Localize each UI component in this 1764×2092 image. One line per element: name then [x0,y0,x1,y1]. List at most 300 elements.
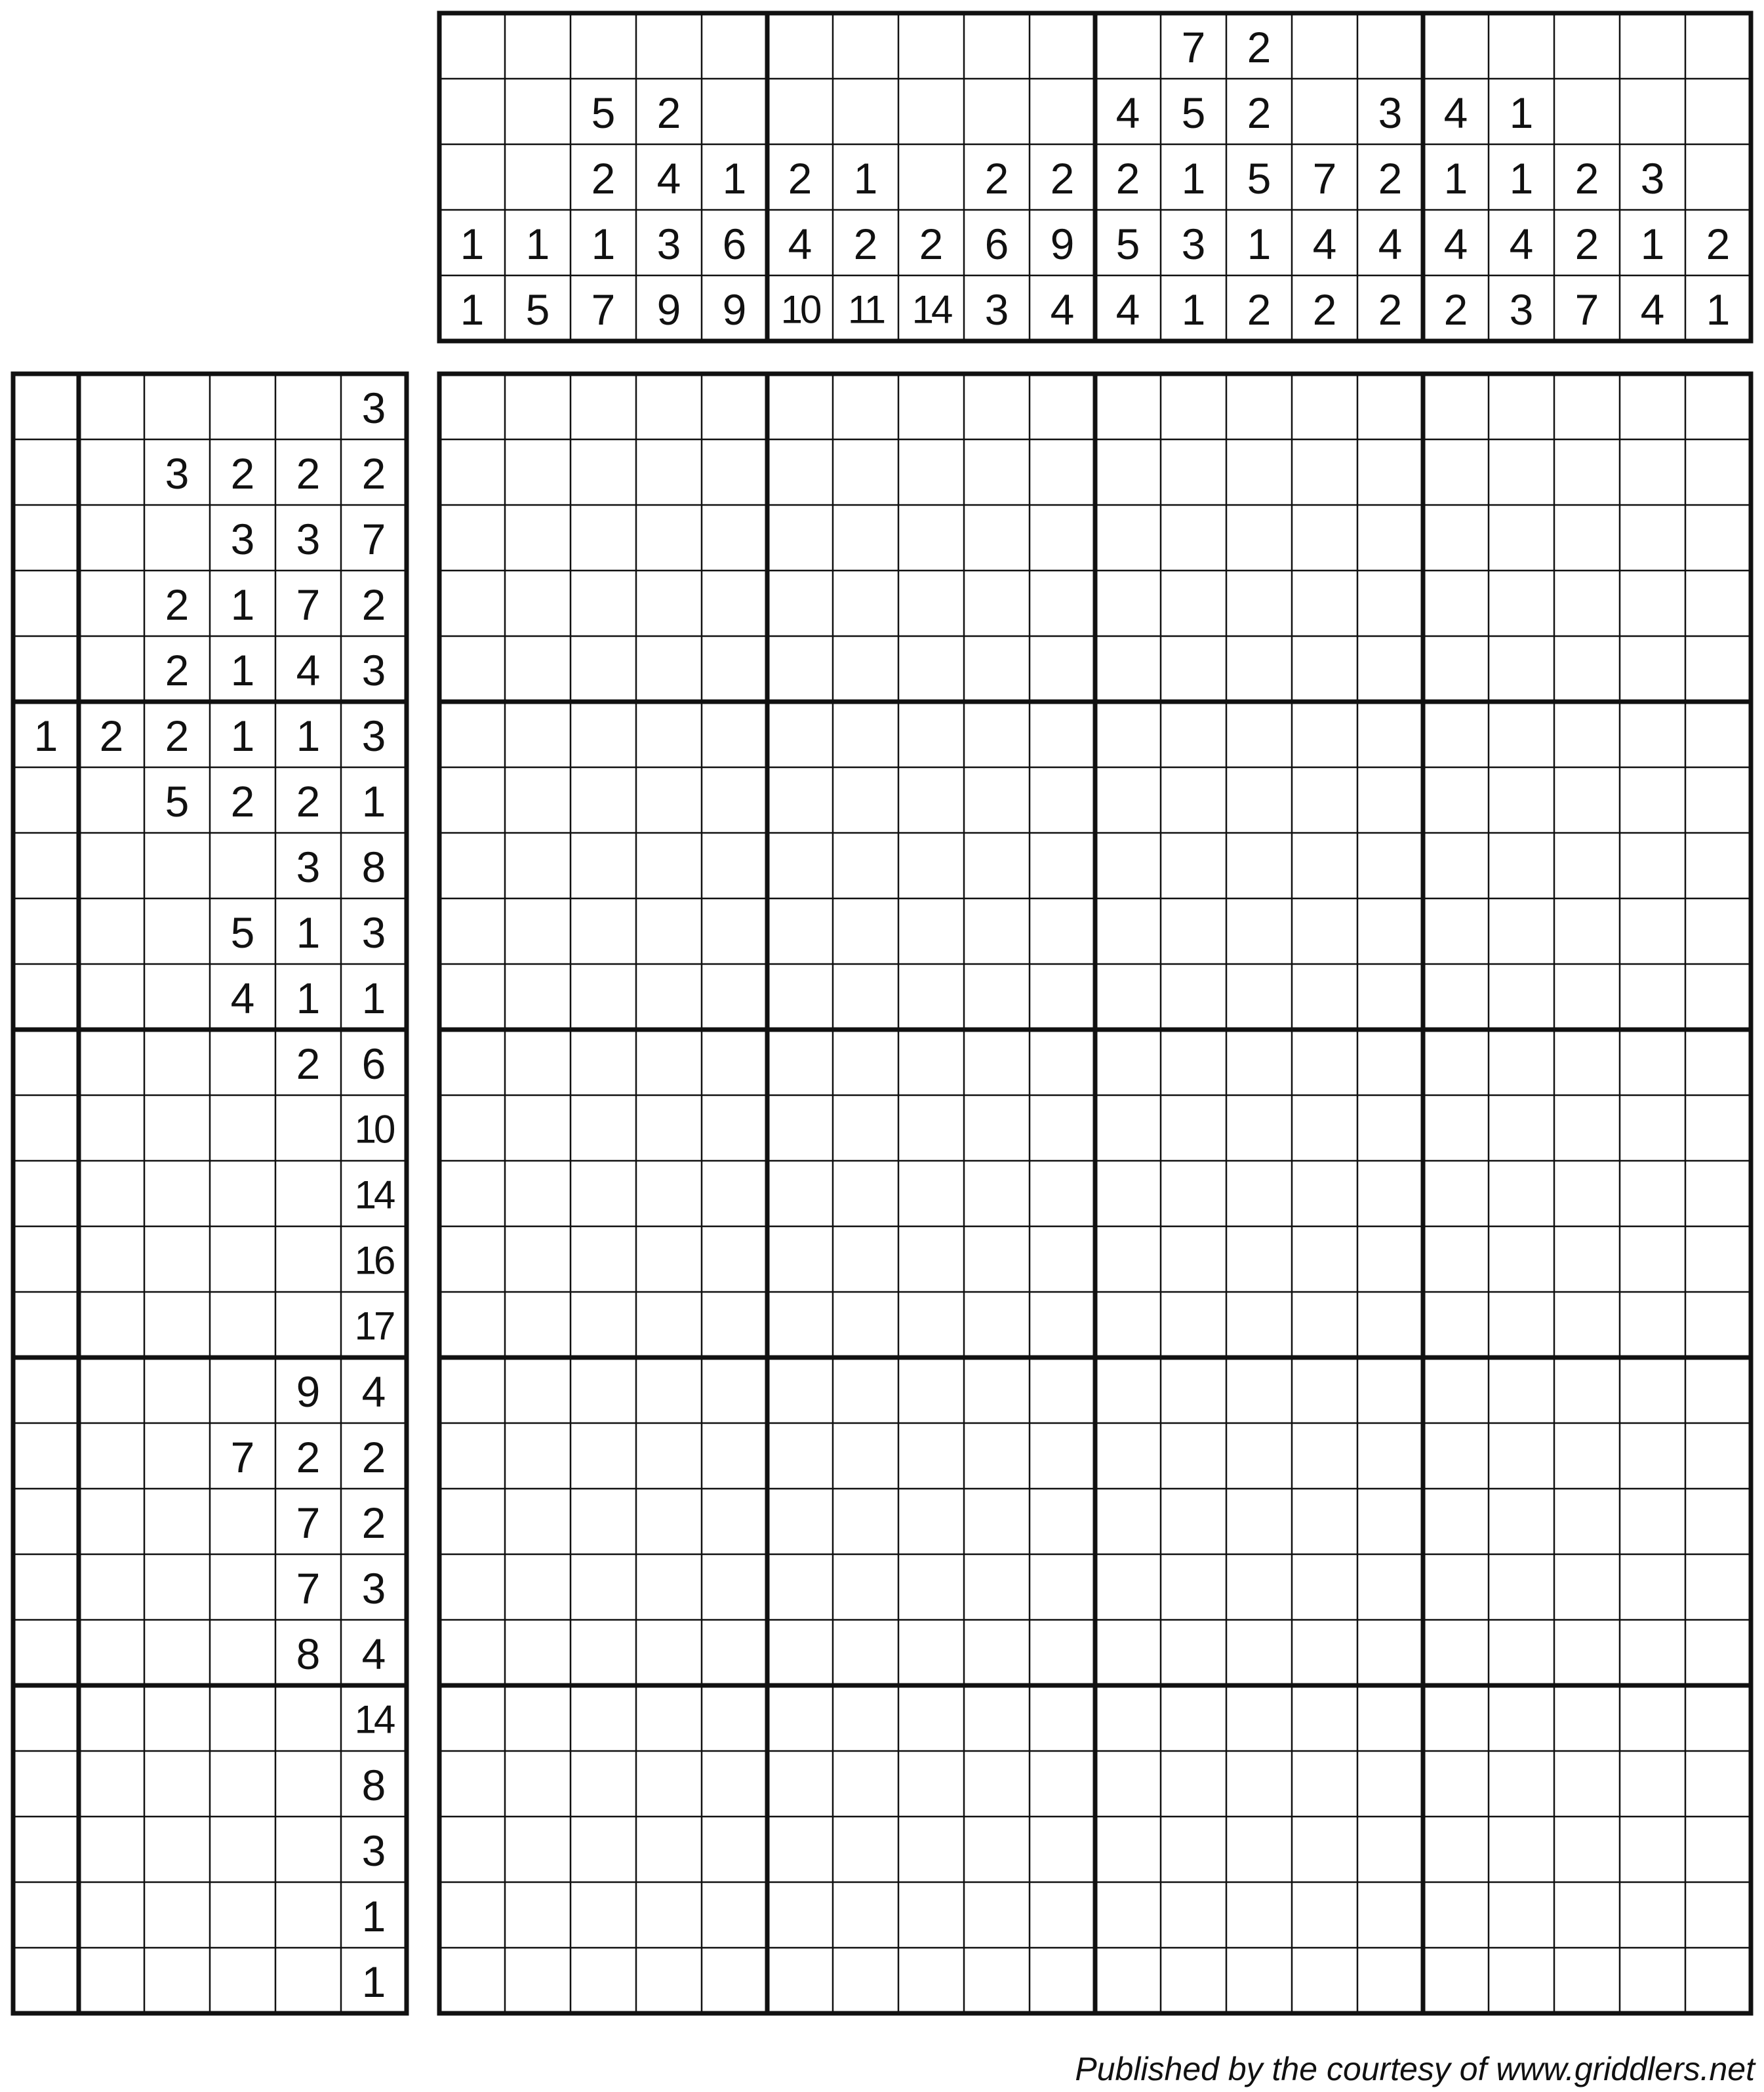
grid-cell[interactable] [505,374,571,439]
grid-cell[interactable] [1226,1948,1292,2013]
grid-cell[interactable] [1685,1817,1751,1882]
grid-cell[interactable] [702,505,767,571]
grid-cell[interactable] [1226,439,1292,505]
grid-cell[interactable] [1095,1358,1161,1423]
grid-cell[interactable] [1620,1685,1685,1751]
grid-cell[interactable] [1030,1161,1095,1226]
grid-cell[interactable] [1292,1751,1357,1817]
grid-cell[interactable] [898,571,964,636]
grid-cell[interactable] [767,1685,833,1751]
grid-cell[interactable] [964,1489,1030,1554]
grid-cell[interactable] [702,898,767,964]
grid-cell[interactable] [571,1358,636,1423]
grid-cell[interactable] [702,1292,767,1358]
grid-cell[interactable] [1685,1882,1751,1948]
grid-cell[interactable] [1620,1095,1685,1161]
grid-cell[interactable] [1161,1161,1226,1226]
grid-cell[interactable] [898,1030,964,1095]
grid-cell[interactable] [1161,1030,1226,1095]
grid-cell[interactable] [1226,1226,1292,1292]
grid-cell[interactable] [571,1817,636,1882]
grid-cell[interactable] [1095,964,1161,1030]
grid-cell[interactable] [1030,571,1095,636]
grid-cell[interactable] [1030,702,1095,767]
grid-cell[interactable] [1423,1489,1489,1554]
grid-cell[interactable] [1423,1948,1489,2013]
grid-cell[interactable] [571,1882,636,1948]
grid-cell[interactable] [964,571,1030,636]
grid-cell[interactable] [767,1095,833,1161]
grid-cell[interactable] [833,1554,898,1620]
grid-cell[interactable] [1030,1030,1095,1095]
grid-cell[interactable] [1095,833,1161,898]
grid-cell[interactable] [1685,1489,1751,1554]
grid-cell[interactable] [1554,898,1620,964]
grid-cell[interactable] [571,571,636,636]
grid-cell[interactable] [1226,1423,1292,1489]
grid-cell[interactable] [1554,833,1620,898]
grid-cell[interactable] [1161,1489,1226,1554]
grid-cell[interactable] [1620,1882,1685,1948]
grid-cell[interactable] [1161,1751,1226,1817]
grid-cell[interactable] [1423,1358,1489,1423]
grid-cell[interactable] [702,1489,767,1554]
grid-cell[interactable] [833,1292,898,1358]
grid-cell[interactable] [439,833,505,898]
grid-cell[interactable] [1685,898,1751,964]
grid-cell[interactable] [767,1226,833,1292]
grid-cell[interactable] [1292,1489,1357,1554]
grid-cell[interactable] [1095,767,1161,833]
grid-cell[interactable] [1161,1095,1226,1161]
grid-cell[interactable] [571,767,636,833]
grid-cell[interactable] [1226,1882,1292,1948]
grid-cell[interactable] [439,1882,505,1948]
grid-cell[interactable] [1620,374,1685,439]
grid-cell[interactable] [1226,1095,1292,1161]
grid-cell[interactable] [1423,1030,1489,1095]
grid-cell[interactable] [505,833,571,898]
grid-cell[interactable] [964,1948,1030,2013]
grid-cell[interactable] [1685,1751,1751,1817]
grid-cell[interactable] [1226,1358,1292,1423]
grid-cell[interactable] [1095,1620,1161,1685]
grid-cell[interactable] [571,374,636,439]
grid-cell[interactable] [964,1751,1030,1817]
grid-cell[interactable] [1685,571,1751,636]
grid-cell[interactable] [833,833,898,898]
grid-cell[interactable] [1030,636,1095,702]
grid-cell[interactable] [1685,833,1751,898]
grid-cell[interactable] [833,505,898,571]
grid-cell[interactable] [1161,374,1226,439]
grid-cell[interactable] [439,1423,505,1489]
grid-cell[interactable] [636,1554,702,1620]
grid-cell[interactable] [702,1554,767,1620]
grid-cell[interactable] [1292,1226,1357,1292]
grid-cell[interactable] [767,1292,833,1358]
grid-cell[interactable] [1620,1817,1685,1882]
grid-cell[interactable] [767,1030,833,1095]
grid-cell[interactable] [439,1948,505,2013]
grid-cell[interactable] [1554,1685,1620,1751]
grid-cell[interactable] [1489,505,1554,571]
grid-cell[interactable] [1554,1554,1620,1620]
grid-cell[interactable] [1030,1095,1095,1161]
grid-cell[interactable] [636,702,702,767]
grid-cell[interactable] [571,1423,636,1489]
grid-cell[interactable] [1357,571,1423,636]
grid-cell[interactable] [505,702,571,767]
grid-cell[interactable] [833,767,898,833]
grid-cell[interactable] [898,1423,964,1489]
grid-cell[interactable] [1357,767,1423,833]
grid-cell[interactable] [1161,702,1226,767]
grid-cell[interactable] [1357,1948,1423,2013]
grid-cell[interactable] [571,1226,636,1292]
grid-cell[interactable] [571,898,636,964]
grid-cell[interactable] [1292,1358,1357,1423]
grid-cell[interactable] [1489,767,1554,833]
grid-cell[interactable] [898,1751,964,1817]
grid-cell[interactable] [898,1554,964,1620]
grid-cell[interactable] [1685,767,1751,833]
grid-cell[interactable] [1620,1948,1685,2013]
grid-cell[interactable] [1161,898,1226,964]
grid-cell[interactable] [636,1423,702,1489]
grid-cell[interactable] [1226,767,1292,833]
grid-cell[interactable] [1030,1292,1095,1358]
grid-cell[interactable] [1489,439,1554,505]
grid-cell[interactable] [833,1095,898,1161]
grid-cell[interactable] [1423,1685,1489,1751]
grid-cell[interactable] [1489,1882,1554,1948]
grid-cell[interactable] [439,1554,505,1620]
grid-cell[interactable] [1489,1817,1554,1882]
grid-cell[interactable] [1489,374,1554,439]
grid-cell[interactable] [571,1948,636,2013]
grid-cell[interactable] [833,1817,898,1882]
grid-cell[interactable] [1095,1817,1161,1882]
grid-cell[interactable] [505,1161,571,1226]
grid-cell[interactable] [898,1358,964,1423]
grid-cell[interactable] [1554,1751,1620,1817]
grid-cell[interactable] [439,1161,505,1226]
grid-cell[interactable] [636,374,702,439]
grid-cell[interactable] [1095,1882,1161,1948]
grid-cell[interactable] [1554,964,1620,1030]
grid-cell[interactable] [1292,374,1357,439]
grid-cell[interactable] [1423,1751,1489,1817]
grid-cell[interactable] [1095,439,1161,505]
grid-cell[interactable] [1554,1226,1620,1292]
grid-cell[interactable] [1620,1358,1685,1423]
grid-cell[interactable] [1226,1030,1292,1095]
grid-cell[interactable] [1489,833,1554,898]
grid-cell[interactable] [636,636,702,702]
grid-cell[interactable] [767,636,833,702]
grid-cell[interactable] [702,1817,767,1882]
grid-cell[interactable] [702,964,767,1030]
grid-cell[interactable] [1030,1817,1095,1882]
grid-cell[interactable] [1292,439,1357,505]
grid-cell[interactable] [964,833,1030,898]
grid-cell[interactable] [1030,1882,1095,1948]
grid-cell[interactable] [1095,374,1161,439]
grid-cell[interactable] [1226,1817,1292,1882]
grid-cell[interactable] [1620,964,1685,1030]
grid-cell[interactable] [505,964,571,1030]
grid-cell[interactable] [1685,1226,1751,1292]
grid-cell[interactable] [1554,1161,1620,1226]
grid-cell[interactable] [1685,1620,1751,1685]
grid-cell[interactable] [505,1554,571,1620]
grid-cell[interactable] [1292,1554,1357,1620]
grid-cell[interactable] [1226,1751,1292,1817]
grid-cell[interactable] [505,1620,571,1685]
grid-cell[interactable] [571,833,636,898]
grid-cell[interactable] [1554,702,1620,767]
grid-cell[interactable] [1030,1423,1095,1489]
grid-cell[interactable] [1489,1554,1554,1620]
grid-cell[interactable] [898,702,964,767]
grid-cell[interactable] [1292,571,1357,636]
grid-cell[interactable] [571,1489,636,1554]
grid-cell[interactable] [1423,571,1489,636]
grid-cell[interactable] [1292,1685,1357,1751]
grid-cell[interactable] [505,1358,571,1423]
grid-cell[interactable] [505,571,571,636]
grid-cell[interactable] [833,964,898,1030]
grid-cell[interactable] [1423,898,1489,964]
grid-cell[interactable] [571,1292,636,1358]
grid-cell[interactable] [1554,1948,1620,2013]
grid-cell[interactable] [1095,1751,1161,1817]
grid-cell[interactable] [505,1226,571,1292]
grid-cell[interactable] [1030,1489,1095,1554]
grid-cell[interactable] [505,898,571,964]
grid-cell[interactable] [505,767,571,833]
grid-cell[interactable] [1357,1358,1423,1423]
grid-cell[interactable] [833,1751,898,1817]
grid-cell[interactable] [1030,1948,1095,2013]
grid-cell[interactable] [833,1161,898,1226]
grid-cell[interactable] [1554,1292,1620,1358]
grid-cell[interactable] [964,374,1030,439]
grid-cell[interactable] [439,1030,505,1095]
grid-cell[interactable] [964,1423,1030,1489]
grid-cell[interactable] [1030,1226,1095,1292]
grid-cell[interactable] [1292,1095,1357,1161]
grid-cell[interactable] [1620,636,1685,702]
grid-cell[interactable] [439,1751,505,1817]
grid-cell[interactable] [439,1817,505,1882]
grid-cell[interactable] [1554,374,1620,439]
grid-cell[interactable] [964,505,1030,571]
grid-cell[interactable] [1685,439,1751,505]
grid-cell[interactable] [505,1292,571,1358]
grid-cell[interactable] [1685,1423,1751,1489]
grid-cell[interactable] [571,702,636,767]
grid-cell[interactable] [1161,1292,1226,1358]
grid-cell[interactable] [1489,1161,1554,1226]
grid-cell[interactable] [1226,505,1292,571]
grid-cell[interactable] [1292,767,1357,833]
grid-cell[interactable] [1423,439,1489,505]
grid-cell[interactable] [571,964,636,1030]
grid-cell[interactable] [505,1948,571,2013]
grid-cell[interactable] [1030,439,1095,505]
grid-cell[interactable] [898,636,964,702]
grid-cell[interactable] [439,505,505,571]
grid-cell[interactable] [1292,964,1357,1030]
grid-cell[interactable] [1161,1948,1226,2013]
grid-cell[interactable] [1685,1030,1751,1095]
grid-cell[interactable] [636,1685,702,1751]
grid-cell[interactable] [571,439,636,505]
grid-cell[interactable] [1095,1423,1161,1489]
grid-cell[interactable] [964,1554,1030,1620]
grid-cell[interactable] [702,1030,767,1095]
grid-cell[interactable] [636,1095,702,1161]
grid-cell[interactable] [1292,1292,1357,1358]
grid-cell[interactable] [1489,1620,1554,1685]
grid-cell[interactable] [636,964,702,1030]
grid-cell[interactable] [1095,898,1161,964]
grid-cell[interactable] [1357,1751,1423,1817]
grid-cell[interactable] [964,636,1030,702]
grid-cell[interactable] [1292,505,1357,571]
grid-cell[interactable] [636,1751,702,1817]
grid-cell[interactable] [1685,1685,1751,1751]
grid-cell[interactable] [702,833,767,898]
grid-cell[interactable] [1292,1423,1357,1489]
grid-cell[interactable] [1161,439,1226,505]
grid-cell[interactable] [1161,1882,1226,1948]
grid-cell[interactable] [1161,1620,1226,1685]
grid-cell[interactable] [1095,1554,1161,1620]
grid-cell[interactable] [505,1030,571,1095]
grid-cell[interactable] [636,1226,702,1292]
grid-cell[interactable] [1357,1554,1423,1620]
grid-cell[interactable] [439,1620,505,1685]
grid-cell[interactable] [1226,1620,1292,1685]
grid-cell[interactable] [964,1882,1030,1948]
grid-cell[interactable] [636,1882,702,1948]
grid-cell[interactable] [1161,636,1226,702]
grid-cell[interactable] [1226,964,1292,1030]
grid-cell[interactable] [833,1226,898,1292]
grid-cell[interactable] [1423,374,1489,439]
grid-cell[interactable] [1554,767,1620,833]
grid-cell[interactable] [1095,1292,1161,1358]
grid-cell[interactable] [1423,636,1489,702]
grid-cell[interactable] [1030,374,1095,439]
grid-cell[interactable] [898,964,964,1030]
grid-cell[interactable] [833,1030,898,1095]
grid-cell[interactable] [1292,636,1357,702]
grid-cell[interactable] [571,636,636,702]
grid-cell[interactable] [1685,1095,1751,1161]
grid-cell[interactable] [833,636,898,702]
grid-cell[interactable] [1226,1161,1292,1226]
grid-cell[interactable] [1226,636,1292,702]
grid-cell[interactable] [702,1161,767,1226]
grid-cell[interactable] [1161,1817,1226,1882]
grid-cell[interactable] [1357,898,1423,964]
grid-cell[interactable] [505,1882,571,1948]
grid-cell[interactable] [1226,898,1292,964]
grid-cell[interactable] [636,898,702,964]
grid-cell[interactable] [1423,833,1489,898]
grid-cell[interactable] [1620,767,1685,833]
grid-cell[interactable] [1357,1292,1423,1358]
grid-cell[interactable] [1423,505,1489,571]
grid-cell[interactable] [898,374,964,439]
grid-cell[interactable] [1095,702,1161,767]
grid-cell[interactable] [898,1685,964,1751]
grid-cell[interactable] [898,1817,964,1882]
grid-cell[interactable] [439,571,505,636]
grid-cell[interactable] [833,898,898,964]
grid-cell[interactable] [898,1161,964,1226]
grid-cell[interactable] [1554,1489,1620,1554]
grid-cell[interactable] [636,1817,702,1882]
grid-cell[interactable] [1489,1226,1554,1292]
grid-cell[interactable] [439,1226,505,1292]
grid-cell[interactable] [571,1620,636,1685]
grid-cell[interactable] [1030,833,1095,898]
grid-cell[interactable] [898,767,964,833]
grid-cell[interactable] [1620,439,1685,505]
grid-cell[interactable] [1489,702,1554,767]
grid-cell[interactable] [439,636,505,702]
grid-cell[interactable] [1620,1620,1685,1685]
grid-cell[interactable] [439,1489,505,1554]
grid-cell[interactable] [1030,898,1095,964]
grid-cell[interactable] [898,1226,964,1292]
grid-cell[interactable] [1423,1554,1489,1620]
grid-cell[interactable] [964,898,1030,964]
grid-cell[interactable] [1292,1948,1357,2013]
grid-cell[interactable] [767,1882,833,1948]
grid-cell[interactable] [1620,571,1685,636]
grid-cell[interactable] [1095,1226,1161,1292]
grid-cell[interactable] [1423,1882,1489,1948]
grid-cell[interactable] [1423,1423,1489,1489]
grid-cell[interactable] [702,439,767,505]
grid-cell[interactable] [702,1358,767,1423]
grid-cell[interactable] [571,505,636,571]
grid-cell[interactable] [702,1423,767,1489]
grid-cell[interactable] [898,505,964,571]
grid-cell[interactable] [1554,571,1620,636]
grid-cell[interactable] [505,1751,571,1817]
grid-cell[interactable] [1554,636,1620,702]
grid-cell[interactable] [1357,833,1423,898]
grid-cell[interactable] [1161,767,1226,833]
grid-cell[interactable] [1095,1161,1161,1226]
grid-cell[interactable] [1161,1358,1226,1423]
grid-cell[interactable] [1292,1620,1357,1685]
grid-cell[interactable] [1357,1489,1423,1554]
grid-cell[interactable] [964,702,1030,767]
grid-cell[interactable] [636,1948,702,2013]
grid-cell[interactable] [964,439,1030,505]
grid-cell[interactable] [1161,1554,1226,1620]
grid-cell[interactable] [571,1685,636,1751]
grid-cell[interactable] [1292,1882,1357,1948]
